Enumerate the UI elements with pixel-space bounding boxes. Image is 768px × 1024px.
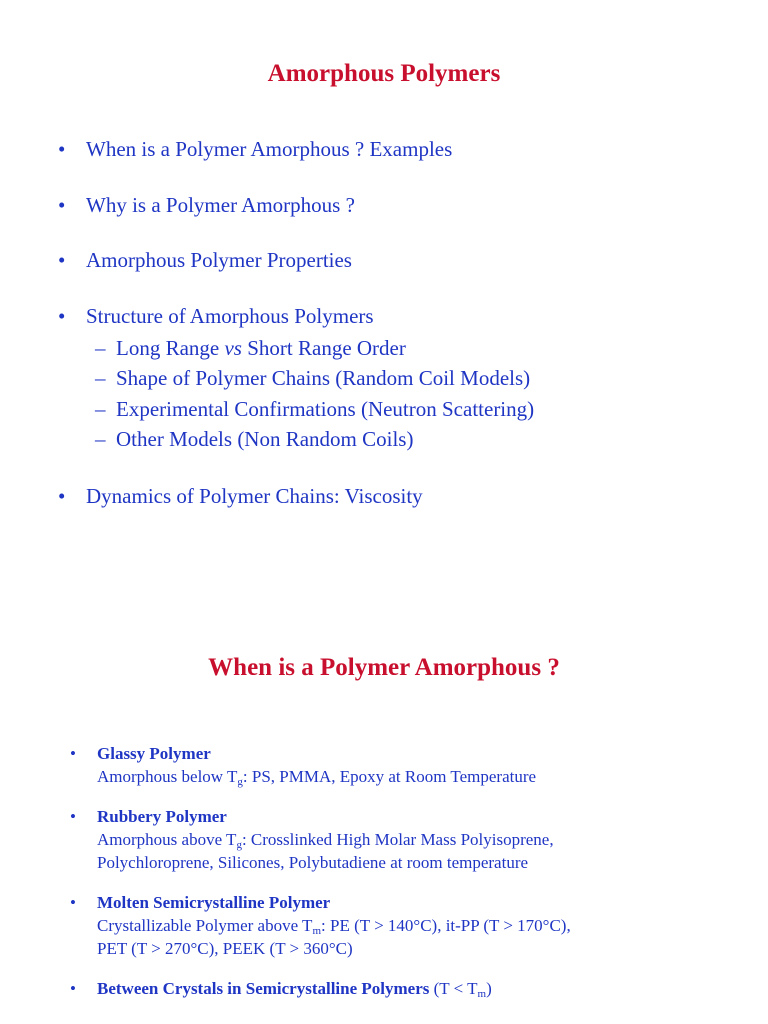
dash-icon: –	[95, 427, 106, 451]
list-item	[58, 246, 534, 274]
item-line: PET (T > 270°C), PEEK (T > 360°C)	[97, 939, 353, 958]
sub-item	[86, 424, 534, 455]
item-heading: Molten Semicrystalline Polymer	[97, 893, 331, 912]
dash-icon: –	[95, 335, 106, 360]
item-line	[97, 765, 571, 788]
sub-item	[86, 363, 534, 394]
list-item	[58, 482, 534, 510]
item-text: When is a Polymer Amorphous ? Examples	[86, 137, 453, 161]
line-text: )	[486, 979, 492, 998]
dash-icon: –	[95, 366, 106, 390]
bullet-icon: •	[58, 303, 66, 328]
line-text: Crystallizable Polymer above T	[97, 916, 313, 935]
list-item-molten	[70, 891, 571, 960]
examples-list	[70, 742, 571, 1017]
bullet-icon: •	[70, 893, 76, 912]
bullet-icon: •	[70, 807, 76, 826]
line-text: : PS, PMMA, Epoxy at Room Temperature	[242, 767, 537, 786]
bullet-icon: •	[70, 744, 76, 763]
list-item	[58, 135, 534, 163]
section-title: When is a Polymer Amorphous ?	[208, 654, 560, 681]
subscript: g	[237, 776, 243, 788]
sub-text: Other Models (Non Random Coils)	[116, 427, 414, 451]
line-text: : Crosslinked High Molar Mass Polyisoprene,	[241, 830, 554, 849]
line-text: Amorphous below T	[97, 767, 238, 786]
sub-text: Long Range	[116, 335, 225, 360]
item-line	[97, 977, 571, 1000]
outline-list	[58, 135, 534, 538]
line-text: Amorphous above T	[97, 830, 237, 849]
sub-text: Shape of Polymer Chains (Random Coil Models)	[116, 366, 531, 390]
dash-icon: –	[95, 396, 106, 421]
list-item	[58, 302, 534, 455]
item-text: Structure of Amorphous Polymers	[86, 303, 374, 328]
item-line	[97, 828, 571, 851]
subscript: m	[312, 925, 322, 937]
item-heading: Between Crystals in Semicrystalline Polymers	[97, 979, 430, 998]
bullet-icon: •	[58, 248, 66, 272]
item-text: Why is a Polymer Amorphous ?	[86, 192, 355, 217]
bullet-icon: •	[58, 484, 66, 508]
list-item-between	[70, 977, 571, 1000]
item-line	[97, 914, 571, 937]
item-heading: Glassy Polymer	[97, 744, 211, 763]
line-text: (T < T	[429, 979, 478, 998]
subscript: m	[477, 988, 487, 1000]
sub-list	[86, 333, 534, 455]
sub-item	[86, 333, 534, 364]
sub-text: Short Range Order	[241, 335, 406, 360]
subscript: g	[236, 839, 242, 851]
list-item	[58, 191, 534, 219]
line-text: : PE (T > 140°C), it-PP (T > 170°C),	[321, 916, 571, 935]
list-item-rubbery	[70, 805, 571, 874]
bullet-icon: •	[70, 979, 76, 998]
list-item-glassy	[70, 742, 571, 788]
sub-item	[86, 394, 534, 425]
bullet-icon: •	[58, 137, 66, 161]
bullet-icon: •	[58, 192, 66, 217]
item-text: Dynamics of Polymer Chains: Viscosity	[86, 484, 423, 508]
page-title: Amorphous Polymers	[267, 60, 501, 87]
item-heading: Rubbery Polymer	[97, 807, 227, 826]
item-text: Amorphous Polymer Properties	[86, 248, 352, 272]
vs-text: vs	[224, 335, 242, 360]
sub-text: Experimental Confirmations (Neutron Scattering)	[116, 396, 535, 421]
item-line: Polychloroprene, Silicones, Polybutadiene at room temperature	[97, 853, 529, 872]
